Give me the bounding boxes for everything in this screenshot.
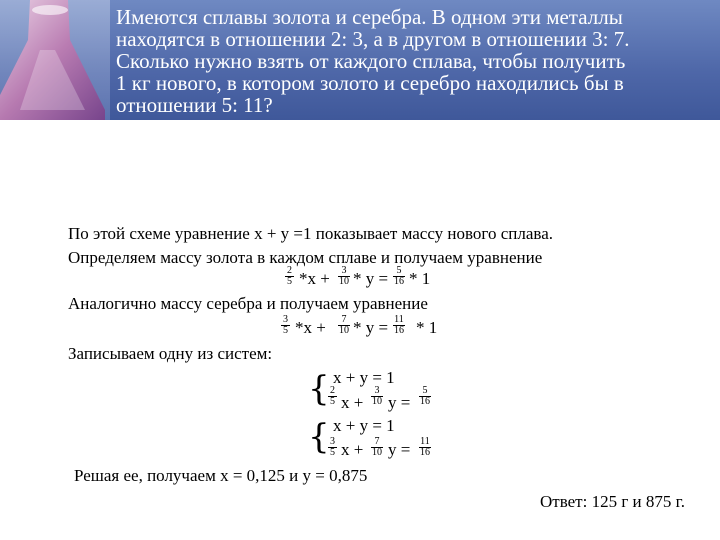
fraction: 7 10 bbox=[339, 314, 349, 336]
fraction: 2 5 bbox=[287, 265, 292, 287]
fraction: 3 10 bbox=[372, 385, 382, 407]
fraction: 11 16 bbox=[420, 436, 430, 458]
fraction: 11 16 bbox=[394, 314, 404, 336]
paragraph-solution: Решая ее, получаем x = 0,125 и y = 0,875 bbox=[74, 466, 368, 485]
title-banner bbox=[0, 0, 720, 120]
equation-term: * 1 bbox=[416, 318, 438, 337]
system-row: x + y = 1 bbox=[333, 368, 395, 387]
answer: Ответ: 125 г и 875 г. bbox=[540, 492, 685, 511]
brace: { bbox=[308, 417, 330, 457]
equation-term: * y = bbox=[353, 318, 389, 337]
paragraph-system: Записываем одну из систем: bbox=[68, 344, 273, 363]
equation-term: x + bbox=[341, 440, 364, 459]
fraction: 5 16 bbox=[420, 385, 430, 407]
fraction: 3 5 bbox=[330, 436, 335, 458]
equation-term: *x + bbox=[299, 269, 330, 288]
paragraph-scheme: По этой схеме уравнение x + y =1 показывает массу нового сплава. bbox=[68, 224, 553, 243]
system-row: x + y = 1 bbox=[333, 416, 395, 435]
equation-term: y = bbox=[388, 440, 411, 459]
statement-line: 1 кг нового, в котором золото и серебро находились бы в bbox=[116, 71, 624, 95]
fraction: 3 5 bbox=[283, 314, 288, 336]
equation-term: *x + bbox=[295, 318, 326, 337]
paragraph-gold: Определяем массу золота в каждом сплаве и получаем уравнение bbox=[68, 248, 543, 267]
statement-line: находятся в отношении 2: 3, а в другом в отношении 3: 7. bbox=[116, 27, 630, 51]
fraction: 7 10 bbox=[372, 436, 382, 458]
problem-statement bbox=[116, 6, 712, 116]
statement-line: отношении 5: 11? bbox=[116, 93, 273, 117]
paragraph-silver: Аналогично массу серебра и получаем уравнение bbox=[68, 294, 428, 313]
flask-image bbox=[0, 0, 110, 120]
statement-line: Сколько нужно взять от каждого сплава, чтобы получить bbox=[116, 49, 626, 73]
fraction: 2 5 bbox=[330, 385, 335, 407]
fraction: 3 10 bbox=[339, 265, 349, 287]
fraction: 5 16 bbox=[394, 265, 404, 287]
equation-term: * y = bbox=[353, 269, 389, 288]
equation-term: * 1 bbox=[409, 269, 431, 288]
equation-term: y = bbox=[388, 393, 411, 412]
equation-term: x + bbox=[341, 393, 364, 412]
statement-line: Имеются сплавы золота и серебра. В одном эти металлы bbox=[116, 5, 623, 29]
brace: { bbox=[308, 369, 330, 409]
